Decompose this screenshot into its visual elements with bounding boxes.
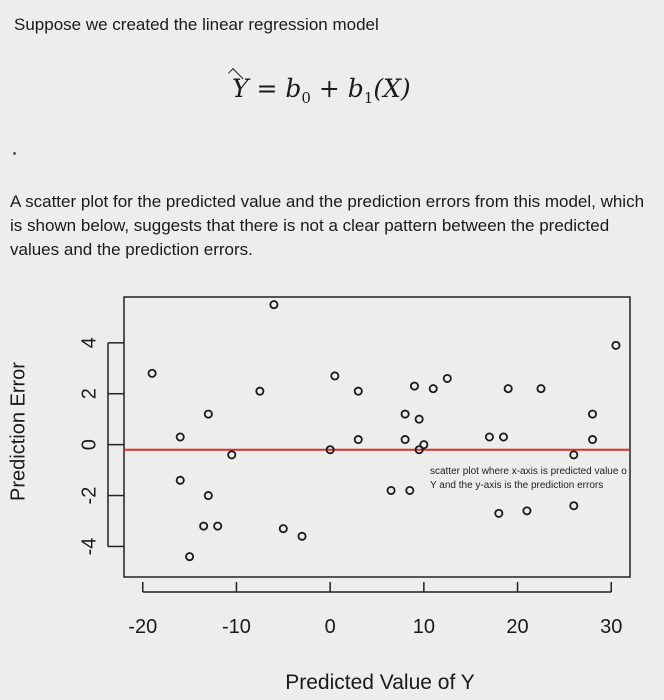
formula-part-eq: = b xyxy=(256,74,302,103)
data-point xyxy=(500,433,507,440)
data-point xyxy=(402,410,409,417)
y-tick-label: 2 xyxy=(78,388,101,400)
data-point xyxy=(205,410,212,417)
x-tick-label: 0 xyxy=(324,616,336,638)
x-tick-label: 30 xyxy=(600,616,623,638)
formula-sub-1: 1 xyxy=(363,89,374,107)
data-point xyxy=(411,382,418,389)
y-tick-label: -2 xyxy=(78,486,101,505)
data-point xyxy=(177,477,184,484)
description-text: A scatter plot for the predicted value and the prediction errors from this model, which is shown below, suggests that there is not a clear pattern between the predicted values and the prediction errors. xyxy=(10,192,645,259)
data-point xyxy=(612,342,619,349)
data-point xyxy=(355,436,362,443)
data-point xyxy=(589,436,596,443)
x-tick-label: 10 xyxy=(412,616,435,638)
data-point xyxy=(416,416,423,423)
data-point xyxy=(205,492,212,499)
data-point xyxy=(200,522,207,529)
data-point xyxy=(214,522,221,529)
data-point xyxy=(589,410,596,417)
x-axis-label: Predicted Value of Y xyxy=(285,671,475,694)
y-tick-label: 0 xyxy=(78,439,101,451)
formula-yhat: Y xyxy=(232,74,249,103)
data-point xyxy=(387,487,394,494)
data-point xyxy=(420,441,427,448)
data-point xyxy=(298,533,305,540)
data-point xyxy=(570,502,577,509)
formula-sub-0: 0 xyxy=(301,89,311,107)
data-point xyxy=(331,372,338,379)
data-point xyxy=(228,451,235,458)
intro-text: Suppose we created the linear regression model xyxy=(14,15,379,34)
formula-part-x: (X) xyxy=(373,74,411,103)
data-point xyxy=(402,436,409,443)
data-point xyxy=(495,510,502,517)
data-point xyxy=(256,388,263,395)
data-point xyxy=(570,451,577,458)
data-point xyxy=(486,433,493,440)
x-tick-label: -10 xyxy=(221,616,251,638)
annotation-line-1: scatter plot where x-axis is predicted value o xyxy=(430,466,627,477)
y-axis-label: Prediction Error xyxy=(7,362,30,501)
data-point xyxy=(444,375,451,382)
data-point xyxy=(505,385,512,392)
y-tick-label: 4 xyxy=(78,337,101,349)
data-point xyxy=(186,553,193,560)
data-point xyxy=(280,525,287,532)
data-point xyxy=(355,388,362,395)
data-point xyxy=(149,370,156,377)
x-tick-label: -20 xyxy=(128,616,158,638)
formula-part-plus: + b xyxy=(310,74,364,103)
plot-frame xyxy=(124,297,630,577)
data-point xyxy=(270,301,277,308)
x-tick-label: 20 xyxy=(506,616,529,638)
data-point xyxy=(177,433,184,440)
data-point xyxy=(430,385,437,392)
y-tick-label: -4 xyxy=(78,537,101,556)
annotation-line-2: Y and the y-axis is the prediction errors xyxy=(430,480,604,491)
data-point xyxy=(537,385,544,392)
data-point xyxy=(523,507,530,514)
data-point xyxy=(406,487,413,494)
